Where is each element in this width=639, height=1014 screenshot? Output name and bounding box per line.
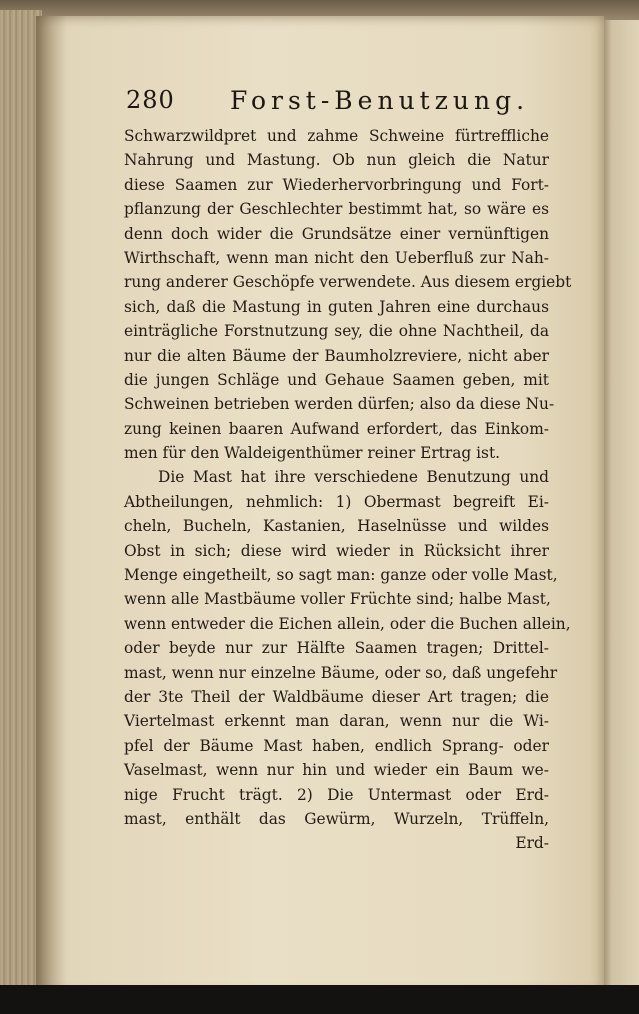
text-line: diese Saamen zur Wiederhervorbringung und Fort- xyxy=(124,175,549,194)
text-line: Vaselmast, wenn nur hin und wieder ein Baum we- xyxy=(124,761,549,780)
text-line: die jungen Schläge und Gehaue Saamen geben, mit xyxy=(124,370,549,389)
body-text xyxy=(124,124,572,856)
text-line: oder beyde nur zur Hälfte Saamen tragen; Drittel- xyxy=(124,639,549,658)
text-line: sich, daß die Mastung in guten Jahren eine durchaus xyxy=(124,297,549,316)
text-line: Abtheilungen, nehmlich: 1) Obermast begreift Ei- xyxy=(124,492,549,511)
page-number: 280 xyxy=(126,86,175,114)
text-line: rung anderer Geschöpfe verwendete. Aus diesem ergiebt xyxy=(124,273,572,292)
text-line: pflanzung der Geschlechter bestimmt hat, so wäre es xyxy=(124,200,549,219)
text-line: einträgliche Forstnutzung sey, die ohne Nachtheil, da xyxy=(124,322,549,341)
text-line: men für den Waldeigenthümer reiner Ertrag ist. xyxy=(124,444,501,463)
text-line: Schweinen betrieben werden dürfen; also da diese Nu- xyxy=(124,395,555,414)
text-line: pfel der Bäume Mast haben, endlich Sprang- oder xyxy=(124,736,549,755)
text-line: cheln, Bucheln, Kastanien, Haselnüsse und wildes xyxy=(124,517,549,536)
text-line: zung keinen baaren Aufwand erfordert, das Einkom- xyxy=(124,419,549,438)
running-head: Forst-Benutzung. xyxy=(230,86,530,115)
text-line: denn doch wider die Grundsätze einer vernünftigen xyxy=(124,224,549,243)
text-line: Viertelmast erkennt man daran, wenn nur die Wi- xyxy=(124,712,549,731)
page-header xyxy=(126,86,546,120)
text-line: wenn alle Mastbäume voller Früchte sind; halbe Mast, xyxy=(124,590,551,609)
gutter-shadow xyxy=(36,16,66,994)
text-line: nur die alten Bäume der Baumholzreviere, nicht aber xyxy=(124,346,549,365)
text-line: Menge eingetheilt, so sagt man: ganze oder volle Mast, xyxy=(124,566,558,585)
text-line: Die Mast hat ihre verschiedene Benutzung und xyxy=(158,468,549,487)
text-line: der 3te Theil der Waldbäume dieser Art tragen; die xyxy=(124,687,549,706)
text-line: Wirthschaft, wenn man nicht den Ueberfluß zur Nah- xyxy=(124,248,549,267)
text-line: Nahrung und Mastung. Ob nun gleich die Natur xyxy=(124,151,549,170)
text-line: Obst in sich; diese wird wieder in Rücksicht ihrer xyxy=(124,541,549,560)
text-line: mast, enthält das Gewürm, Wurzeln, Trüffeln, xyxy=(124,809,549,828)
text-line: Schwarzwildpret und zahme Schweine fürtreffliche xyxy=(124,127,549,145)
text-line: mast, wenn nur einzelne Bäume, oder so, daß ungefehr xyxy=(124,663,558,682)
catchword: Erd- xyxy=(515,834,549,853)
text-line: wenn entweder die Eichen allein, oder die Buchen allein, xyxy=(124,614,571,633)
book-bottom-edge xyxy=(0,985,639,1014)
facing-page-edge xyxy=(600,20,639,985)
text-line: nige Frucht trägt. 2) Die Untermast oder Erd- xyxy=(124,785,549,804)
